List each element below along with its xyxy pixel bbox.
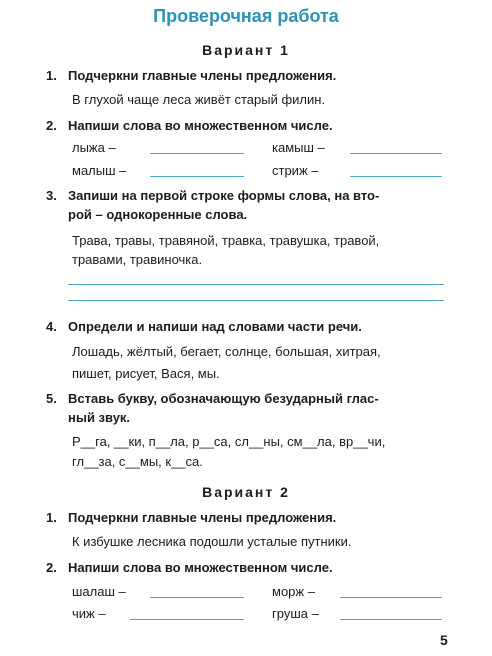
word-prompt: груша –	[272, 606, 319, 621]
variant-1-heading: Вариант 1	[202, 42, 290, 58]
task-1-heading	[46, 68, 336, 83]
task-3-heading	[46, 188, 379, 203]
task-instruction: Напиши слова во множественном числе.	[68, 118, 333, 133]
task-number: 1.	[46, 68, 57, 83]
answer-line[interactable]	[340, 597, 442, 598]
answer-line[interactable]	[150, 153, 244, 154]
word-prompt: малыш –	[72, 163, 127, 178]
task-instruction: Напиши слова во множественном числе.	[68, 560, 333, 575]
task-number: 1.	[46, 510, 57, 525]
task-4-heading	[46, 319, 362, 334]
answer-line[interactable]	[340, 619, 442, 620]
task-5-words-line: гл__за, с__мы, к__са.	[72, 454, 203, 469]
word-prompt: чиж –	[72, 606, 106, 621]
word-prompt: лыжа –	[72, 140, 116, 155]
task-instruction-continued: ный звук.	[68, 410, 131, 425]
answer-line[interactable]	[130, 619, 244, 620]
task-instruction-continued: рой – однокоренные слова.	[68, 207, 248, 222]
task-3-words-line: Трава, травы, травяной, травка, травушка, травой,	[72, 233, 380, 248]
page-number: 5	[440, 632, 448, 648]
task-1-sentence: В глухой чаще леса живёт старый филин.	[72, 92, 326, 107]
answer-line[interactable]	[350, 176, 442, 177]
task-3-words-line: травами, травиночка.	[72, 252, 203, 267]
task-2-heading	[46, 560, 333, 575]
task-number: 3.	[46, 188, 57, 203]
page-title: Проверочная работа	[153, 6, 339, 26]
task-number: 5.	[46, 391, 57, 406]
task-number: 4.	[46, 319, 57, 334]
answer-line[interactable]	[68, 284, 444, 285]
task-4-words-line: пишет, рисует, Вася, мы.	[72, 366, 220, 381]
word-prompt: камыш –	[272, 140, 325, 155]
task-instruction: Подчеркни главные члены предложения.	[68, 510, 337, 525]
task-1-sentence: К избушке лесника подошли усталые путники.	[72, 534, 352, 549]
task-5-heading	[46, 391, 379, 406]
task-number: 2.	[46, 118, 57, 133]
task-instruction: Определи и напиши над словами части речи.	[68, 319, 362, 334]
answer-line[interactable]	[150, 176, 244, 177]
task-instruction: Запиши на первой строке формы слова, на вто-	[68, 188, 380, 203]
task-number: 2.	[46, 560, 57, 575]
task-2-heading	[46, 118, 333, 133]
word-prompt: стриж –	[272, 163, 319, 178]
word-prompt: шалаш –	[72, 584, 126, 599]
task-5-words-line: Р__га, __ки, п__ла, р__са, сл__ны, см__ла, вр__чи,	[72, 434, 386, 449]
task-4-words-line: Лошадь, жёлтый, бегает, солнце, большая, хитрая,	[72, 344, 381, 359]
variant-2-heading: Вариант 2	[202, 484, 290, 500]
task-instruction: Вставь букву, обозначающую безударный глас-	[68, 391, 379, 406]
answer-line[interactable]	[68, 300, 444, 301]
task-instruction: Подчеркни главные члены предложения.	[68, 68, 337, 83]
answer-line[interactable]	[350, 153, 442, 154]
word-prompt: морж –	[272, 584, 315, 599]
task-1-heading	[46, 510, 336, 525]
answer-line[interactable]	[150, 597, 244, 598]
